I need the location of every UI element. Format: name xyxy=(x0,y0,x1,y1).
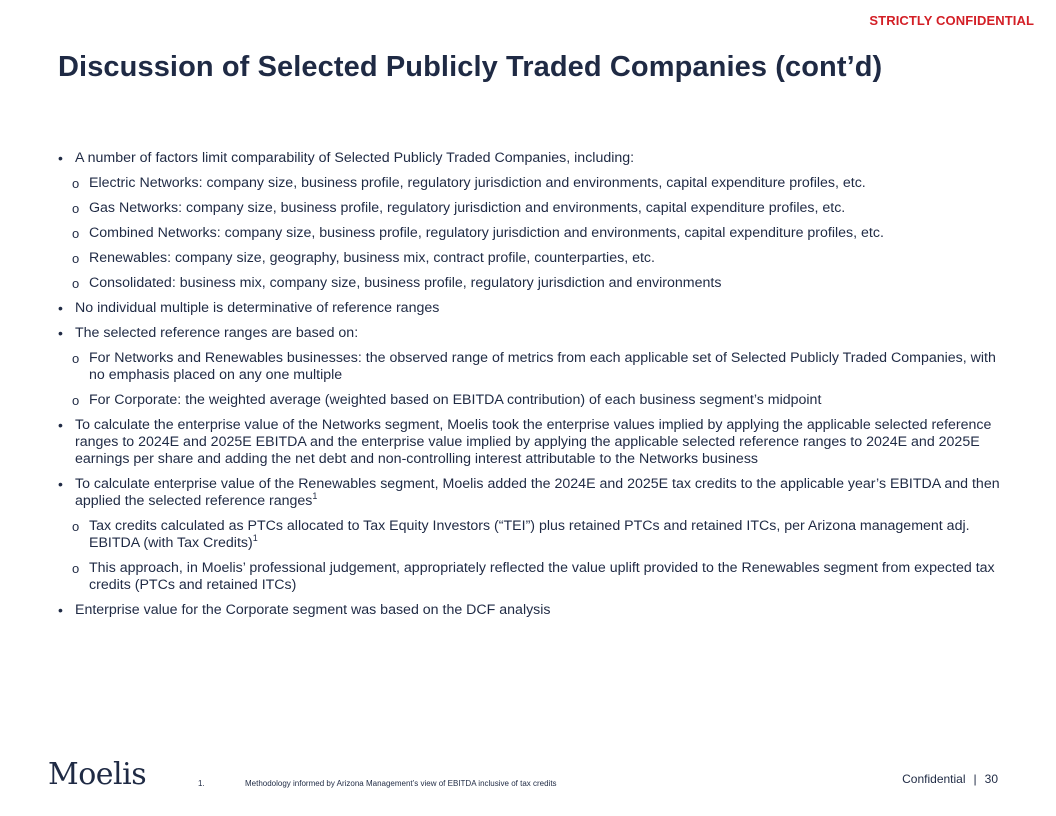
subbullet-text: Gas Networks: company size, business profile, regulatory jurisdiction and environments, capital expenditure profiles, etc. xyxy=(89,200,846,216)
circle-bullet-icon: o xyxy=(72,226,80,241)
subbullet-text: Consolidated: business mix, company size, business profile, regulatory jurisdiction and environments xyxy=(89,275,722,291)
bullet-text: Enterprise value for the Corporate segment was based on the DCF analysis xyxy=(75,602,551,618)
subbullet-renewables xyxy=(58,250,1008,267)
circle-bullet-icon: o xyxy=(72,351,80,366)
bullet-text: To calculate enterprise value of the Renewables segment, Moelis added the 2024E and 2025E tax credits to the applicable year’s EBITDA and then applied the selected reference ranges xyxy=(75,476,1000,509)
subbullet-electric-networks xyxy=(58,175,1008,192)
subbullet-consolidated xyxy=(58,275,1008,292)
bullet-icon: • xyxy=(58,150,63,166)
footnote-reference: 1 xyxy=(252,533,258,543)
subbullet-corporate-basis xyxy=(58,392,1008,409)
footer-confidential-label: Confidential xyxy=(902,772,966,786)
subbullet-text: For Corporate: the weighted average (weighted based on EBITDA contribution) of each business segment’s midpoint xyxy=(89,392,822,408)
circle-bullet-icon: o xyxy=(72,251,80,266)
bullet-text: The selected reference ranges are based on: xyxy=(75,325,359,341)
footnote-number: 1. xyxy=(198,779,205,788)
circle-bullet-icon: o xyxy=(72,393,80,408)
subbullet-text: This approach, in Moelis’ professional judgement, appropriately reflected the value uplift provided to the Renewables segment from expected tax credits (PTCs and retained ITCs) xyxy=(89,560,995,593)
subbullet-text: Combined Networks: company size, business profile, regulatory jurisdiction and environments, capital expenditure profiles, etc. xyxy=(89,225,884,241)
subbullet-approach-judgement xyxy=(58,560,1008,594)
footnote-reference: 1 xyxy=(312,491,318,501)
bullet-text: No individual multiple is determinative of reference ranges xyxy=(75,300,440,316)
confidentiality-label: STRICTLY CONFIDENTIAL xyxy=(869,13,1034,28)
subbullet-tax-credits xyxy=(58,518,1008,552)
bullet-icon: • xyxy=(58,476,63,492)
subbullet-text: Electric Networks: company size, business profile, regulatory jurisdiction and environments, capital expenditure profiles, etc. xyxy=(89,175,866,191)
circle-bullet-icon: o xyxy=(72,176,80,191)
footnote-text: Methodology informed by Arizona Management’s view of EBITDA inclusive of tax credits xyxy=(245,779,557,788)
bullet-icon: • xyxy=(58,300,63,316)
page-footer-info xyxy=(902,772,998,786)
bullet-comparability-factors xyxy=(58,150,1008,167)
subbullet-text: For Networks and Renewables businesses: the observed range of metrics from each applicable set of Selected Publicly Traded Companies, with no emphasis placed on any one multiple xyxy=(89,350,996,383)
subbullet-gas-networks xyxy=(58,200,1008,217)
bullet-text: To calculate the enterprise value of the Networks segment, Moelis took the enterprise values implied by applying the applicable selected reference ranges to 2024E and 2025E EBITDA and the enterprise value implied by applying the applicable selected reference ranges to 2024E and 2025E earnings per share and adding the net debt and non-controlling interest attributable to the Networks business xyxy=(75,417,992,467)
moelis-logo: Moelis xyxy=(48,757,147,792)
circle-bullet-icon: o xyxy=(72,561,80,576)
bullet-icon: • xyxy=(58,602,63,618)
subbullet-text: Renewables: company size, geography, business mix, contract profile, counterparties, etc. xyxy=(89,250,655,266)
footer-separator: | xyxy=(973,772,977,786)
subbullet-combined-networks xyxy=(58,225,1008,242)
circle-bullet-icon: o xyxy=(72,276,80,291)
bullet-renewables-enterprise-value xyxy=(58,476,1008,510)
bullet-corporate-enterprise-value xyxy=(58,602,1008,619)
bullet-reference-ranges-basis xyxy=(58,325,1008,342)
bullet-no-individual-multiple xyxy=(58,300,1008,317)
circle-bullet-icon: o xyxy=(72,201,80,216)
subbullet-text: Tax credits calculated as PTCs allocated to Tax Equity Investors (“TEI”) plus retained PTCs and retained ITCs, per Arizona management adj. EBITDA (with Tax Credits) xyxy=(89,518,970,551)
bullet-list xyxy=(58,150,1008,627)
circle-bullet-icon: o xyxy=(72,519,80,534)
subbullet-networks-renewables-basis xyxy=(58,350,1008,384)
page-number: 30 xyxy=(984,772,998,786)
bullet-text: A number of factors limit comparability of Selected Publicly Traded Companies, including: xyxy=(75,150,635,166)
bullet-icon: • xyxy=(58,417,63,433)
bullet-networks-enterprise-value xyxy=(58,417,1008,468)
page-title: Discussion of Selected Publicly Traded Companies (cont’d) xyxy=(58,51,883,83)
bullet-icon: • xyxy=(58,325,63,341)
